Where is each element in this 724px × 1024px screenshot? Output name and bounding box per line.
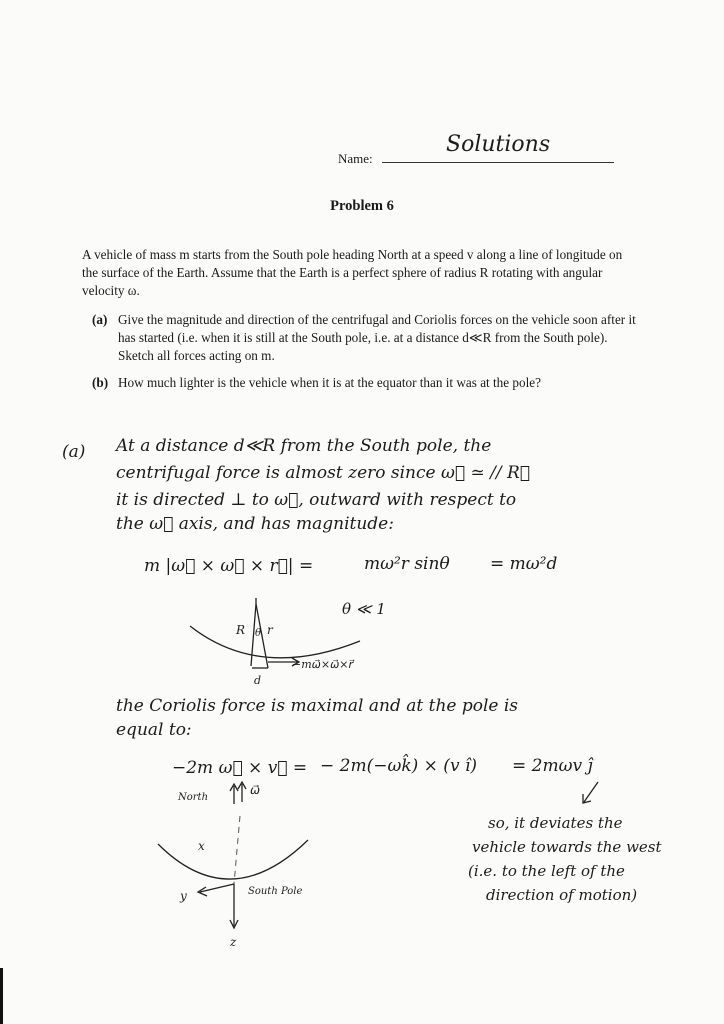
fig2-z-label: z <box>230 935 237 949</box>
note-arrow <box>578 780 602 806</box>
fig1-force-label: −mω⃗×ω⃗×r⃗ <box>292 658 354 671</box>
equation-centrifugal-right: = mω²d <box>490 554 558 574</box>
equation-centrifugal-middle: mω²r sinθ <box>364 554 450 574</box>
solution-line-2: centrifugal force is almost zero since ω⃗ ≃ // R⃗ <box>116 463 530 483</box>
part-a <box>92 311 640 365</box>
equation-coriolis-right: = 2mωv ĵ <box>512 756 593 776</box>
fig2-north-label: North <box>178 792 209 803</box>
problem-intro: A vehicle of mass m starts from the South pole heading North at a speed v along a line of longitude on the surface of the Earth. Assume that the Earth is a perfect sphere of radius R rotating with angular velocity ω. <box>82 247 623 298</box>
name-line <box>382 162 614 163</box>
fig2-south-pole-label: South Pole <box>248 886 303 897</box>
part-a-text: Give the magnitude and direction of the centrifugal and Coriolis forces on the vehicle soon after it has started (i.e. when it is still at the South pole, i.e. at a distance d≪R from the South pole). Sketch all forces acting on m. <box>118 312 636 363</box>
solution-line-1: At a distance d≪R from the South pole, the <box>116 436 492 456</box>
equation-coriolis-left: −2m ω⃗ × v⃗ = <box>172 758 308 778</box>
solution-line-4: the ω⃗ axis, and has magnitude: <box>116 514 394 534</box>
note-line-3: (i.e. to the left of the <box>468 862 625 880</box>
note-line-4: direction of motion) <box>486 886 638 904</box>
part-b-label: (b) <box>92 375 109 390</box>
part-b <box>92 374 640 392</box>
solution-line-3: it is directed ⊥ to ω⃗, outward with respect to <box>116 490 517 510</box>
equation-centrifugal-left: m |ω⃗ × ω⃗ × r⃗| = <box>144 556 314 576</box>
fig1-R-label: R <box>236 623 246 637</box>
part-b-text: How much lighter is the vehicle when it is at the equator than it was at the pole? <box>118 375 541 390</box>
name-label: Name: <box>338 151 373 166</box>
note-line-2: vehicle towards the west <box>472 838 662 856</box>
fig1-theta-label: θ <box>255 628 262 639</box>
fig1-d-label: d <box>254 674 262 687</box>
solution-label: (a) <box>62 442 86 462</box>
name-value: Solutions <box>446 132 551 157</box>
note-line-1: so, it deviates the <box>488 814 623 832</box>
coriolis-line-2: equal to: <box>116 720 192 740</box>
part-a-label: (a) <box>92 312 108 327</box>
small-angle-note: θ ≪ 1 <box>342 600 386 618</box>
fig1-r-label: r <box>267 623 273 637</box>
coriolis-line-1: the Coriolis force is maximal and at the pole is <box>116 696 519 716</box>
centrifugal-diagram <box>180 596 410 688</box>
fig2-x-label: x <box>198 839 205 853</box>
fig2-omega-label: ω⃗ <box>250 783 261 797</box>
coriolis-diagram <box>150 776 370 952</box>
scan-edge <box>0 968 3 1024</box>
equation-coriolis-middle: − 2m(−ωk̂) × (v î) <box>320 756 478 776</box>
fig2-y-label: y <box>180 889 187 903</box>
problem-title: Problem 6 <box>330 198 394 214</box>
